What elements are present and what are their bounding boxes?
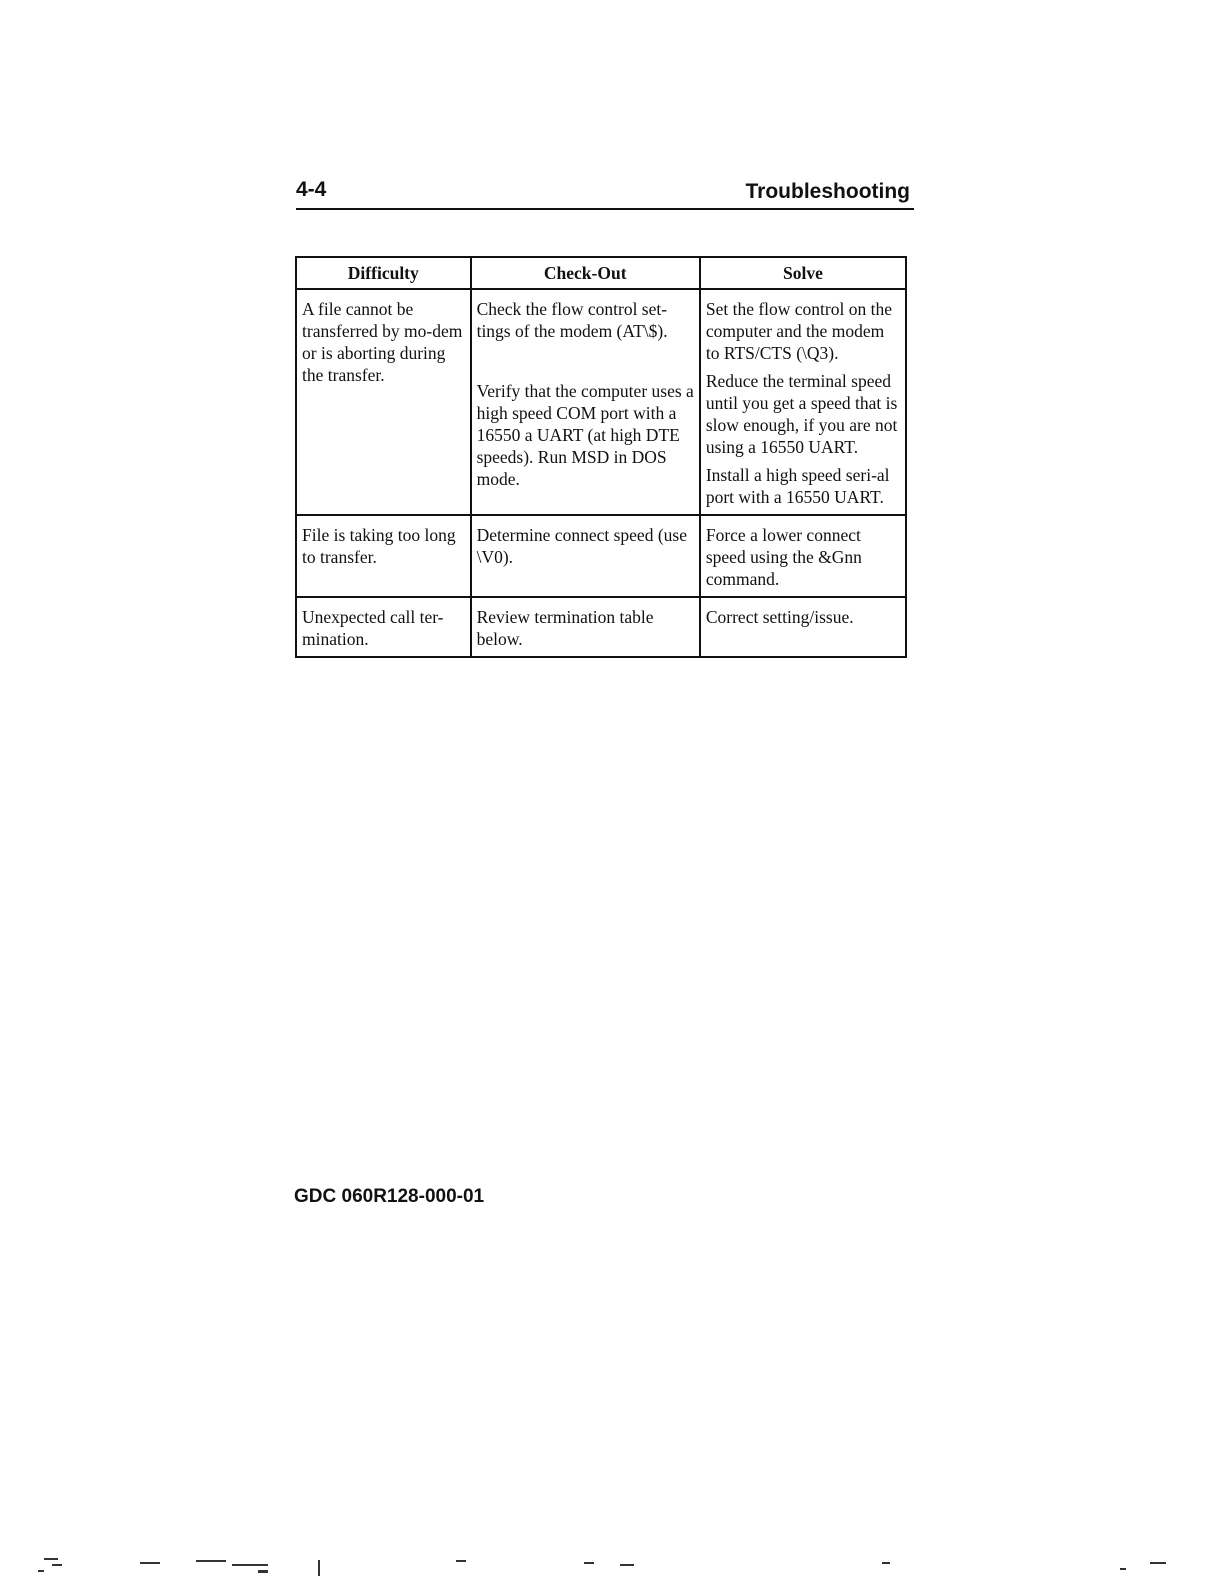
difficulty-cell: Unexpected call ter-mination. bbox=[296, 597, 471, 657]
solve-cell: Correct setting/issue. bbox=[700, 597, 906, 657]
table-row bbox=[296, 597, 906, 657]
solve-cell: Set the flow control on the computer and the modem to RTS/CTS (\Q3). bbox=[700, 289, 906, 370]
table-header-row bbox=[296, 257, 906, 289]
document-number: GDC 060R128-000-01 bbox=[294, 1186, 485, 1207]
page-number: 4-4 bbox=[296, 178, 327, 201]
difficulty-cell: A file cannot be transferred by mo-dem or is aborting during the transfer. bbox=[296, 289, 471, 515]
solve-cell: Install a high speed seri-al port with a 16550 UART. bbox=[700, 464, 906, 515]
check-out-cell: Determine connect speed (use \V0). bbox=[471, 515, 700, 597]
check-out-cell: Review termination table below. bbox=[471, 597, 700, 657]
solve-cell: Force a lower connect speed using the &Gnn command. bbox=[700, 515, 906, 597]
section-title: Troubleshooting bbox=[745, 180, 910, 203]
page-header bbox=[296, 176, 914, 210]
check-out-cell: Check the flow control set-tings of the modem (AT\$). bbox=[471, 289, 700, 370]
check-out-cell: Verify that the computer uses a high speed COM port with a 16550 a UART (at high DTE speeds). Run MSD in DOS mode. bbox=[471, 370, 700, 515]
scan-noise bbox=[0, 1540, 1224, 1584]
troubleshooting-table bbox=[295, 256, 907, 658]
difficulty-cell: File is taking too long to transfer. bbox=[296, 515, 471, 597]
column-header-solve: Solve bbox=[700, 257, 906, 289]
column-header-difficulty: Difficulty bbox=[296, 257, 471, 289]
solve-cell: Reduce the terminal speed until you get a speed that is slow enough, if you are not using a 16550 UART. bbox=[700, 370, 906, 464]
table-row bbox=[296, 515, 906, 597]
table-row bbox=[296, 289, 906, 370]
column-header-check-out: Check-Out bbox=[471, 257, 700, 289]
